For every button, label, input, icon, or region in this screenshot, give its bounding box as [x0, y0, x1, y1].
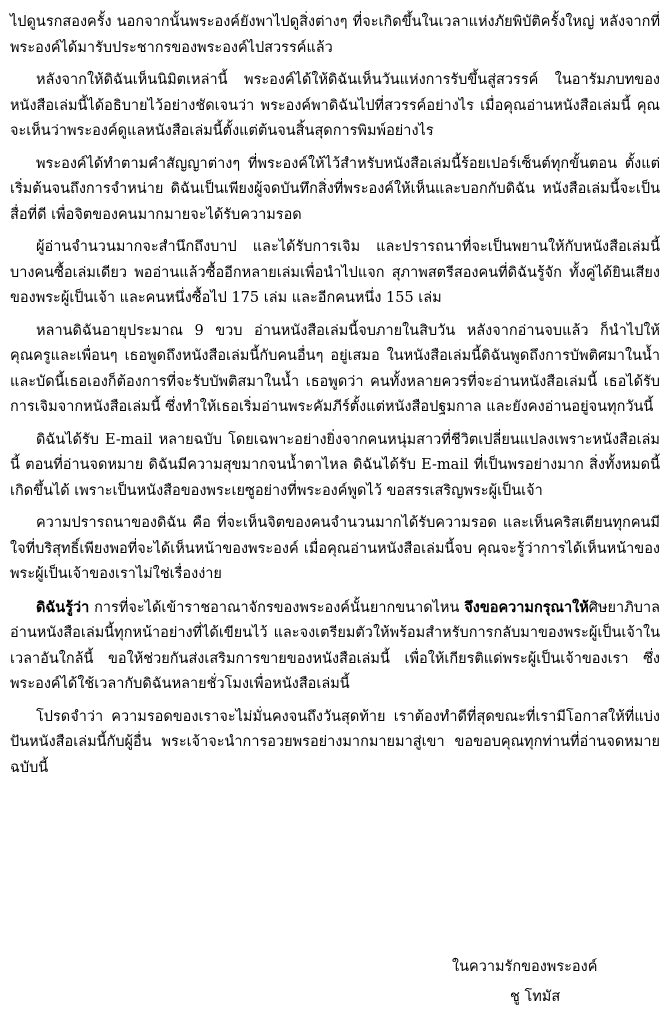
- mid-text: การที่จะได้เข้าราชอาณาจักรของพระองค์นั้นยากขนาดไหน: [89, 599, 465, 616]
- paragraph-pastors-request: [10, 595, 660, 698]
- bold-mid-text: จึงขอความกรุณาให้: [464, 598, 589, 616]
- paragraph-rapture-vision: หลังจากให้ดิฉันเห็นนิมิตเหล่านี้ พระองค์ได้ให้ดิฉันเห็นวันแห่งการรับขึ้นสู่สวรรค์ ในอารัมภบทของหนังสือเล่มนี้ได้อธิบายไว้อย่างชัดเจนว่า พระองค์พาดิฉันไปที่สวรรค์อย่างไร เมื่อคุณอ่านหนังสือเล่มนี้ คุณจะเห็นว่าพระองค์ดูแลหนังสือเล่มนี้ตั้งแต่ต้นจนสิ้นสุดการพิมพ์อย่างไร: [10, 72, 660, 139]
- paragraph-email-letters: ดิฉันได้รับ E-mail หลายฉบับ โดยเฉพาะอย่างยิ่งจากคนหนุ่มสาวที่ชีวิตเปลี่ยนแปลงเพราะหนังสือเล่มนี้ ตอนที่อ่านจดหมาย ดิฉันมีความสุขมากจนน้ำตาไหล ดิฉันได้รับ E-mail ที่เป็นพรอย่างมาก สิ่งทั้งหมดนี้เกิดขึ้นได้ เพราะเป็นหนังสือของพระเยซูอย่างที่พระองค์พูดไว้ ขอสรรเสริญพระผู้เป็นเจ้า: [10, 431, 660, 499]
- paragraph-niece-story: หลานดิฉันอายุประมาณ 9 ขวบ อ่านหนังสือเล่มนี้จบภายในสิบวัน หลังจากอ่านจบแล้ว ก็นำไปให้คุณครูและเพื่อนๆ เธอพูดถึงหนังสือเล่มนี้กับคนอื่นๆ อยู่เสมอ ในหนังสือเล่มนี้ดิฉันพูดถึงการบัพติศมาในน้ำ และบัดนี้เธอเองก็ต้องการที่จะรับบัพติสมาในน้ำ เธอพูดว่า คนทั้งหลายควรที่จะอ่านหนังสือเล่มนี้ เธอได้รับการเจิมจากหนังสือเล่มนี้ ซึ่งทำให้เธอเริ่มอ่านพระคัมภีร์ตั้งแต่หนังสือปฐมกาล และยังคงอ่านอยู่จนทุกวันนี้: [10, 322, 660, 415]
- paragraph-readers-testimony: ผู้อ่านจำนวนมากจะสำนึกถึงบาป และได้รับการเจิม และปรารถนาที่จะเป็นพยานให้กับหนังสือเล่มนี้ บางคนซื้อเล่มเดียว พออ่านแล้วซื้ออีกหลายเล่มเพื่อนำไปแจก สุภาพสตรีสองคนที่ดิฉันรู้จัก ทั้งคู่ได้ยินเสียงของพระผู้เป็นเจ้า และคนหนึ่งซื้อไป 175 เล่ม และอีกคนหนึ่ง 155 เล่ม: [10, 239, 660, 306]
- paragraph-author-desire: ความปรารถนาของดิฉัน คือ ที่จะเห็นจิตของคนจำนวนมากได้รับความรอด และเห็นคริสเตียนทุกคนมีใจที่บริสุทธิ์เพียงพอที่จะได้เห็นหน้าของพระองค์ เมื่อคุณอ่านหนังสือเล่มนี้จบ คุณจะรู้ว่าการได้เห็นหน้าของพระผู้เป็นเจ้าของเราไม่ใช่เรื่องง่าย: [10, 515, 660, 582]
- closing-salutation: ในความรักของพระองค์: [452, 959, 598, 975]
- paragraph-final-reminder: โปรดจำว่า ความรอดของเราจะไม่มั่นคงจนถึงวันสุดท้าย เราต้องทำดีที่สุดขณะที่เรามีโอกาสให้ที่แบ่งปันหนังสือเล่มนี้กับผู้อื่น พระเจ้าจะนำการอวยพรอย่างมากมายมาสู่เขา ขอขอบคุณทุกท่านที่อ่านจดหมายฉบับนี้: [10, 708, 660, 776]
- paragraph-continuation: ไปดูนรกสองครั้ง นอกจากนั้นพระองค์ยังพาไปดูสิ่งต่างๆ ที่จะเกิดขึ้นในเวลาแห่งภัยพิบัติครั้งใหญ่ หลังจากที่พระองค์ได้มารับประชากรของพระองค์ไปสวรรค์แล้ว: [10, 14, 660, 56]
- bold-lead-text: ดิฉันรู้ว่า: [36, 598, 90, 616]
- paragraph-promises-fulfilled: พระองค์ได้ทำตามคำสัญญาต่างๆ ที่พระองค์ให้ไว้สำหรับหนังสือเล่มนี้ร้อยเปอร์เซ็นต์ทุกขั้นตอน ตั้งแต่เริ่มต้นจนถึงการจำหน่าย ดิฉันเป็นเพียงผู้จดบันทึกสิ่งที่พระองค์ให้เห็นและบอกกับดิฉัน หนังสือเล่มนี้จะเป็นสื่อที่ดี เพื่อจิตของคนมากมายจะได้รับความรอด: [10, 155, 660, 223]
- author-signature: ชู โทมัส: [510, 989, 561, 1005]
- rest-text: ศิษยาภิบาลอ่านหนังสือเล่มนี้ทุกหน้าอย่างที่ได้เขียนไว้ และจงเตรียมตัวให้พร้อมสำหรับการกลับมาของพระผู้เป็นเจ้าในเวลาอันใกล้นี้ ขอให้ช่วยกันส่งเสริมการขายของหนังสือเล่มนี้ เพื่อให้เกียรติแด่พระผู้เป็นเจ้าของเรา ซึ่งพระองค์ได้ใช้เวลากับดิฉันหลายชั่วโมงเพื่อหนังสือเล่มนี้: [10, 599, 660, 692]
